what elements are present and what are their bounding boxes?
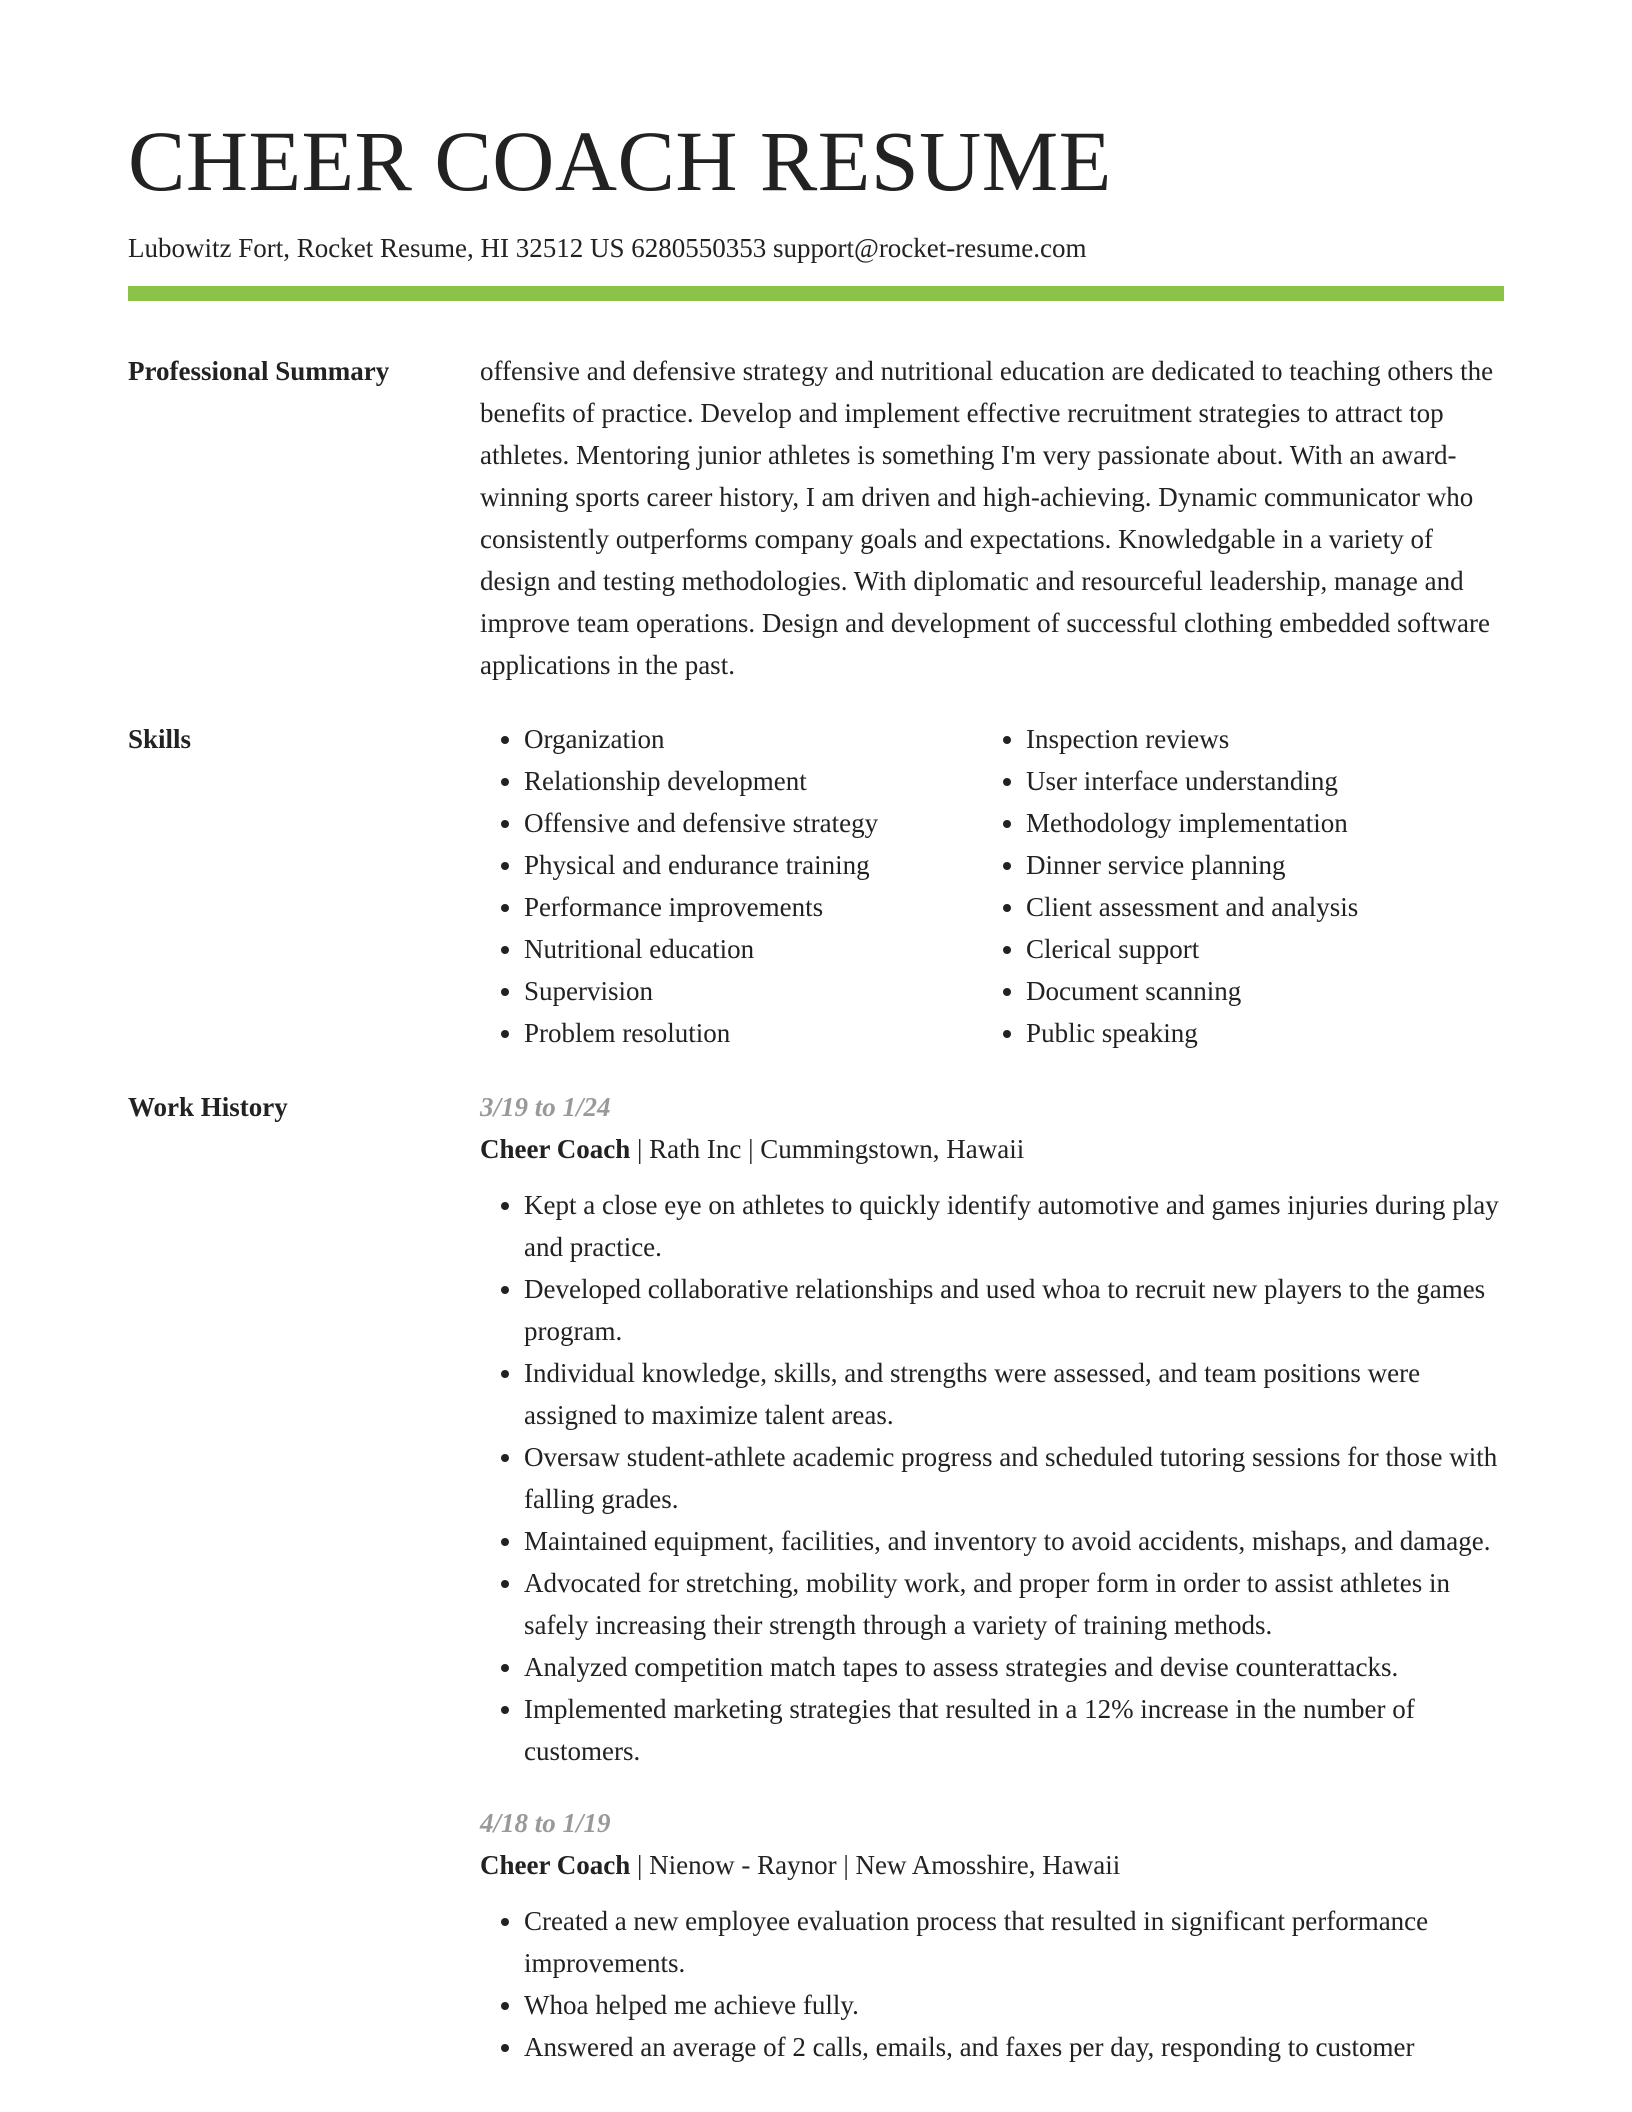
job-bullet: • Advocated for stretching, mobility work, and proper form in order to assist athletes in safely increasing their strength through a variety of training methods. <box>524 1562 1504 1646</box>
skill-item: • Organization <box>524 718 982 760</box>
job-bullet: • Created a new employee evaluation process that resulted in significant performance improvements. <box>524 1900 1504 1984</box>
resume-title: CHEER COACH RESUME <box>128 113 1112 209</box>
skills-list-left <box>480 718 982 1054</box>
job-role: Cheer Coach <box>480 1134 631 1164</box>
job-bullet: • Individual knowledge, skills, and strengths were assessed, and team positions were assigned to maximize talent areas. <box>524 1352 1504 1436</box>
skill-item: • Client assessment and analysis <box>1026 886 1504 928</box>
skills-body <box>480 718 1504 1054</box>
skill-item: • Performance improvements <box>524 886 982 928</box>
job-heading <box>480 1844 1504 1886</box>
skill-item: • Clerical support <box>1026 928 1504 970</box>
summary-label: Professional Summary <box>128 356 390 386</box>
job-bullets <box>480 1900 1504 2068</box>
skill-item: • Public speaking <box>1026 1012 1504 1054</box>
skill-item: • Dinner service planning <box>1026 844 1504 886</box>
job-details: | Nienow - Raynor | New Amosshire, Hawaii <box>630 1850 1121 1880</box>
skills-label: Skills <box>128 724 192 754</box>
skill-item: • Problem resolution <box>524 1012 982 1054</box>
job-bullet: • Answered an average of 2 calls, emails, and faxes per day, responding to customer <box>524 2026 1504 2068</box>
job-bullet: • Whoa helped me achieve fully. <box>524 1984 1504 2026</box>
job-bullet: • Kept a close eye on athletes to quickly identify automotive and games injuries during play and practice. <box>524 1184 1504 1268</box>
job-dates: 4/18 to 1/19 <box>480 1808 611 1838</box>
accent-divider <box>128 286 1504 301</box>
skill-item: • Document scanning <box>1026 970 1504 1012</box>
job-bullet: • Implemented marketing strategies that resulted in a 12% increase in the number of customers. <box>524 1688 1504 1772</box>
job-bullet: • Oversaw student-athlete academic progress and scheduled tutoring sessions for those with falling grades. <box>524 1436 1504 1520</box>
work-label: Work History <box>128 1092 288 1122</box>
skill-item: • Methodology implementation <box>1026 802 1504 844</box>
job-entry <box>480 1086 1504 1772</box>
skill-item: • Supervision <box>524 970 982 1012</box>
summary-text: offensive and defensive strategy and nutritional education are dedicated to teaching others the benefits of practice. Develop and implement effective recruitment strategies to attract top athletes. Mentoring junior athletes is something I'm very passionate about. With an award-winning sports career history, I am driven and high-achieving. Dynamic communicator who consistently outperforms company goals and expectations. Knowledgable in a variety of design and testing methodologies. With diplomatic and resourceful leadership, manage and improve team operations. Design and development of successful clothing embedded software applications in the past. <box>480 356 1494 680</box>
job-bullets <box>480 1184 1504 1772</box>
skill-item: • Inspection reviews <box>1026 718 1504 760</box>
skill-item: • User interface understanding <box>1026 760 1504 802</box>
contact-line: Lubowitz Fort, Rocket Resume, HI 32512 US 6280550353 support@rocket-resume.com <box>128 233 1087 263</box>
job-role: Cheer Coach <box>480 1850 631 1880</box>
job-bullet: • Maintained equipment, facilities, and inventory to avoid accidents, mishaps, and damage. <box>524 1520 1504 1562</box>
skills-list-right <box>982 718 1504 1054</box>
work-body <box>480 1086 1504 2098</box>
skill-item: • Offensive and defensive strategy <box>524 802 982 844</box>
job-details: | Rath Inc | Cummingstown, Hawaii <box>630 1134 1025 1164</box>
job-entry <box>480 1802 1504 2068</box>
job-bullet: • Developed collaborative relationships and used whoa to recruit new players to the games program. <box>524 1268 1504 1352</box>
job-bullet: • Analyzed competition match tapes to assess strategies and devise counterattacks. <box>524 1646 1504 1688</box>
job-dates: 3/19 to 1/24 <box>480 1092 611 1122</box>
skill-item: • Relationship development <box>524 760 982 802</box>
skill-item: • Physical and endurance training <box>524 844 982 886</box>
job-heading <box>480 1128 1504 1170</box>
skill-item: • Nutritional education <box>524 928 982 970</box>
summary-body <box>480 350 1504 686</box>
